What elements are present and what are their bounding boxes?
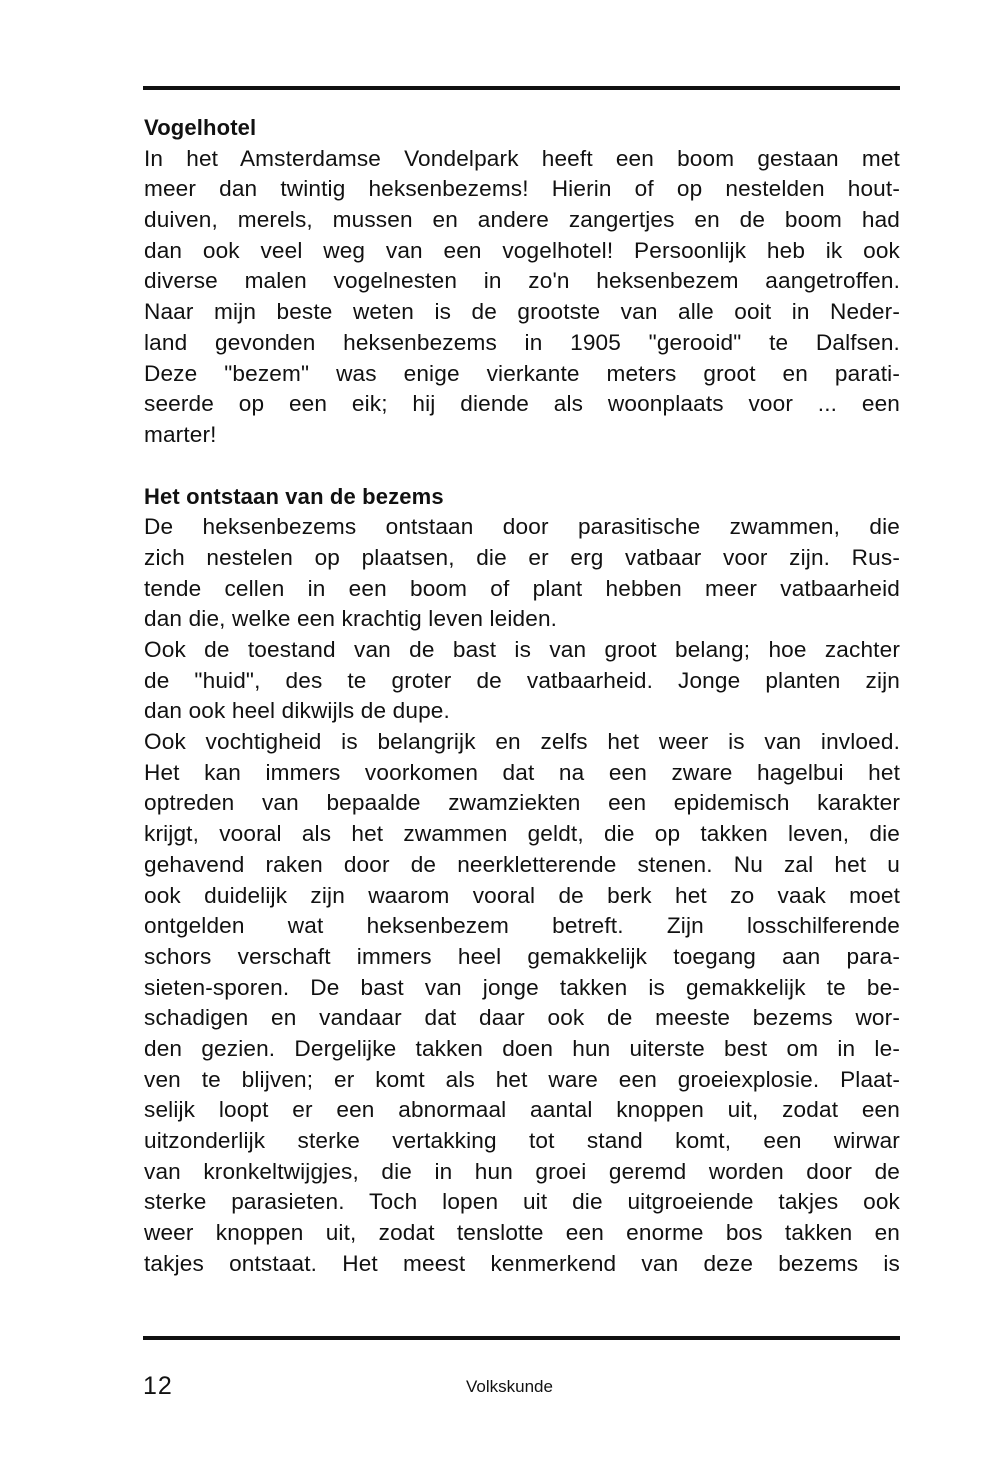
text-line: Het kan immers voorkomen dat na een zware hagelbui het [144,759,900,785]
text-line: marter! [144,421,217,447]
paragraph [144,727,900,1279]
text-line: Naar mijn beste weten is de grootste van alle ooit in Neder- [144,299,900,325]
text-line: meer dan twintig heksenbezems! Hierin of op nestelden hout- [144,176,900,202]
publication-title: Volkskunde [466,1377,553,1396]
paragraph [144,144,900,451]
text-line: takjes ontstaat. Het meest kenmerkend van deze bezems is [144,1250,900,1276]
text-line: diverse malen vogelnesten in zo'n heksenbezem aangetroffen. [144,268,900,294]
top-rule [143,86,900,90]
section-title-ontstaan: Het ontstaan van de bezems [144,483,444,509]
text-line: ontgelden wat heksenbezem betreft. Zijn losschilferende [144,913,900,939]
text-line: schadigen en vandaar dat daar ook de meeste bezems wor- [144,1005,900,1031]
bottom-rule [143,1336,900,1340]
text-line: sieten-sporen. De bast van jonge takken is gemakkelijk te be- [144,974,900,1000]
section-title-vogelhotel: Vogelhotel [144,115,257,140]
text-line: Ook de toestand van de bast is van groot belang; hoe zachter [144,637,900,663]
text-line: optreden van bepaalde zwamziekten een epidemisch karakter [144,790,900,816]
text-line: dan ook veel weg van een vogelhotel! Persoonlijk heb ik ook [144,237,900,263]
text-line: den gezien. Dergelijke takken doen hun uiterste best om in le- [144,1035,900,1061]
text-line: land gevonden heksenbezems in 1905 "gerooid" te Dalfsen. [144,329,900,355]
text-line: Deze "bezem" was enige vierkante meters groot en parati- [144,360,900,386]
page-number: 12 [143,1372,173,1400]
paragraph [144,635,900,727]
text-line: duiven, merels, mussen en andere zangertjes en de boom had [144,207,900,233]
text-line: selijk loopt er een abnormaal aantal knoppen uit, zodat een [144,1097,900,1123]
text-line: weer knoppen uit, zodat tenslotte een enorme bos takken en [144,1220,900,1246]
text-line: ook duidelijk zijn waarom vooral de berk het zo vaak moet [144,882,900,908]
text-line: zich nestelen op plaatsen, die er erg vatbaar voor zijn. Rus- [144,544,900,570]
text-line: ven te blijven; er komt als het ware een groeiexplosie. Plaat- [144,1066,900,1092]
text-line: schors verschaft immers heel gemakkelijk toegang aan para- [144,943,900,969]
text-line: In het Amsterdamse Vondelpark heeft een boom gestaan met [144,145,900,171]
text-line: tende cellen in een boom of plant hebben meer vatbaarheid [144,575,900,601]
text-line: gehavend raken door de neerkletterende stenen. Nu zal het u [144,851,900,877]
text-line: De heksenbezems ontstaan door parasitische zwammen, die [144,514,900,540]
paragraph [144,512,900,635]
text-line: Ook vochtigheid is belangrijk en zelfs het weer is van invloed. [144,729,900,755]
text-line: seerde op een eik; hij diende als woonplaats voor ... een [144,391,900,417]
text-line: van kronkeltwijgjes, die in hun groei geremd worden door de [144,1158,900,1184]
text-line: sterke parasieten. Toch lopen uit die uitgroeiende takjes ook [144,1189,900,1215]
text-line: uitzonderlijk sterke vertakking tot stand komt, een wirwar [144,1128,900,1154]
text-line: dan die, welke een krachtig leven leiden. [144,606,558,632]
text-line: dan ook heel dikwijls de dupe. [144,698,450,724]
text-line: krijgt, vooral als het zwammen geldt, die op takken leven, die [144,821,900,847]
section-gap [144,451,900,482]
text-line: de "huid", des te groter de vatbaarheid. Jonge planten zijn [144,667,900,693]
page-content [144,113,900,1279]
